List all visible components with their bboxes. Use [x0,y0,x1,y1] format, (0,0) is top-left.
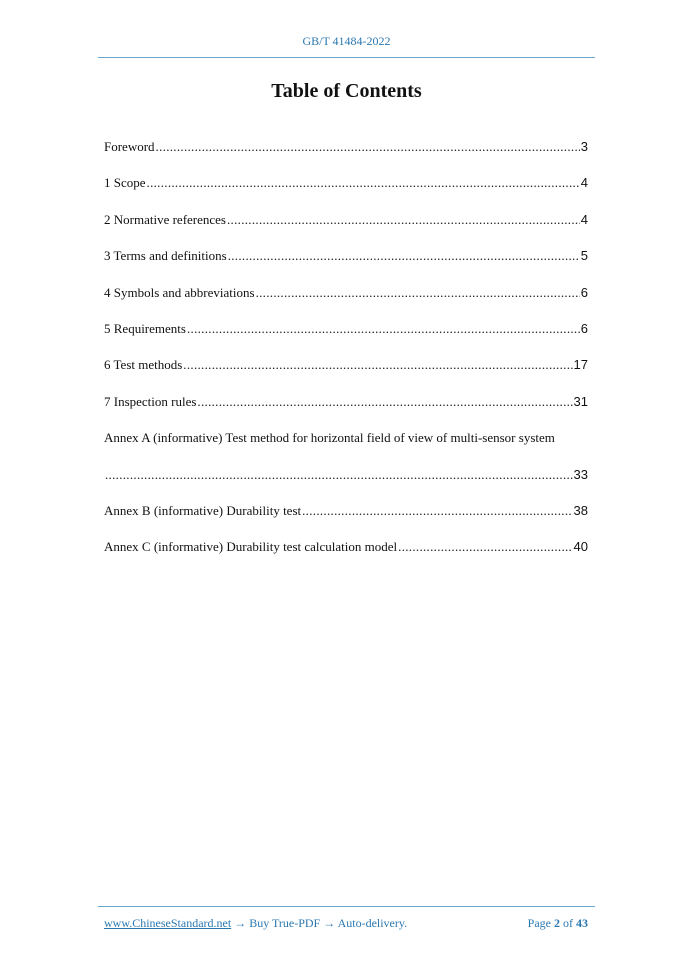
page-title: Table of Contents [271,80,422,102]
toc-entry-page: 3 [580,139,588,154]
header-divider [98,57,595,58]
toc-entry-page: 17 [573,357,588,373]
toc-entry-scope[interactable] [104,171,588,207]
total-pages: 43 [576,916,588,930]
toc-entry-annex-b[interactable] [104,499,588,535]
toc-entry-label: Annex C (informative) Durability test calculation model [104,539,398,555]
toc-entry-page: 38 [573,502,588,518]
toc-leader-dots [156,135,580,159]
toc-entry-label: 4 Symbols and abbreviations [104,284,255,300]
of-label: of [563,916,573,930]
toc-entry-label: Annex A (informative) Test method for horizontal field of view of multi-sensor system [104,430,555,446]
page-label: Page [527,916,551,930]
toc-entry-requirements[interactable] [104,317,588,353]
toc-entry-label: 7 Inspection rules [104,393,197,409]
toc-entry-inspection-rules[interactable] [104,390,588,426]
toc-entry-test-methods[interactable] [104,353,588,389]
footer-promo-text: → Buy True-PDF → Auto-delivery. [231,916,408,930]
toc-leader-dots [398,535,572,559]
toc-entry-terms-definitions[interactable] [104,244,588,280]
toc-leader-dots [197,390,572,414]
toc-leader-dots [105,463,573,487]
toc-leader-dots [227,208,580,232]
toc-entry-page: 31 [573,393,588,409]
toc-entry-page: 4 [580,211,588,227]
toc-entry-annex-c[interactable] [104,535,588,571]
footer-divider [98,906,595,907]
toc-leader-dots [147,171,580,195]
current-page: 2 [554,916,560,930]
footer-promo [104,916,407,931]
toc-entry-annex-a[interactable] [104,426,588,462]
toc-entry-page: 6 [580,284,588,300]
toc-leader-dots [187,317,580,341]
toc-entry-label: Foreword [104,139,155,154]
toc-entry-annex-a-continuation[interactable] [104,463,588,499]
toc-entry-label: Annex B (informative) Durability test [104,502,302,518]
toc-entry-normative-references[interactable] [104,208,588,244]
table-of-contents [104,135,588,572]
page-footer [104,916,588,931]
toc-entry-page: 4 [580,175,588,191]
toc-leader-dots [256,281,580,305]
page-number [528,916,588,931]
toc-entry-page: 40 [573,539,588,555]
document-header: GB/T 41484-2022 [302,34,391,48]
website-link[interactable]: www.ChineseStandard.net [104,916,232,930]
toc-leader-dots [183,353,572,377]
toc-leader-dots [228,244,580,268]
toc-entry-page: 33 [573,466,588,482]
toc-entry-label: 3 Terms and definitions [104,248,227,264]
toc-entry-page: 6 [580,320,588,336]
toc-entry-symbols-abbreviations[interactable] [104,281,588,317]
toc-entry-label: 1 Scope [104,175,146,191]
toc-entry-label: 5 Requirements [104,320,186,336]
toc-entry-foreword[interactable] [104,135,588,171]
toc-leader-dots [302,499,572,523]
toc-entry-label: 2 Normative references [104,211,226,227]
toc-entry-page: 5 [580,248,588,264]
toc-entry-label: 6 Test methods [104,357,183,373]
